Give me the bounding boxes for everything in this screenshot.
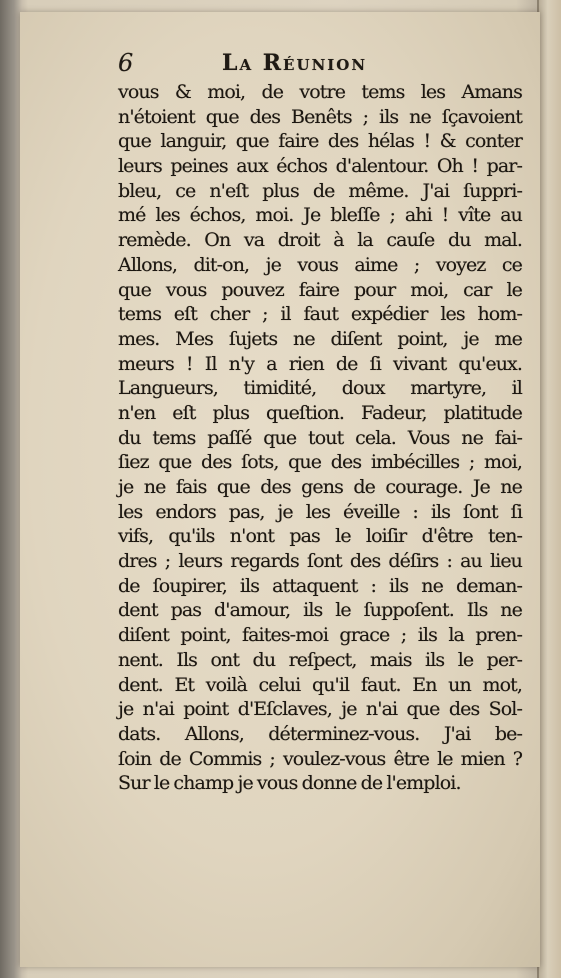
text-line: diſent point, faites-moi grace ; ils la pren-	[118, 624, 522, 647]
running-title: La Réunion	[222, 50, 368, 76]
adjacent-page-edge	[537, 0, 561, 978]
text-line: je n'ai point d'Eſclaves, je n'ai que des Sol-	[118, 698, 522, 721]
text-line: les endors pas, je les éveille : ils ſont ſi	[118, 500, 522, 523]
text-line: dats. Allons, déterminez-vous. J'ai be-	[118, 722, 522, 745]
text-line: que vous pouvez faire pour moi, car le	[118, 278, 522, 301]
text-line: ſiez que des ſots, que des imbécilles ; moi,	[118, 451, 522, 474]
text-line: Allons, dit-on, je vous aime ; voyez ce	[118, 253, 522, 276]
text-line: bleu, ce n'eſt plus de même. J'ai ſuppri-	[118, 179, 522, 202]
page-header	[118, 48, 518, 82]
text-line: de ſoupirer, ils attaquent : ils ne deman-	[118, 574, 522, 597]
text-line: Sur le champ je vous donne de l'emploi.	[118, 772, 461, 795]
text-line: je ne fais que des gens de courage. Je ne	[118, 476, 522, 498]
text-line: Langueurs, timidité, doux martyre, il	[118, 377, 522, 400]
body-text	[118, 80, 522, 796]
text-line: tems eſt cher ; il faut expédier les hom-	[118, 303, 522, 326]
text-line: ſoin de Commis ; voulez-vous être le mien ?	[118, 747, 522, 770]
text-line: du tems paſſé que tout cela. Vous ne fai-	[118, 426, 522, 449]
page-number: 6	[118, 49, 134, 77]
text-line: dent. Et voilà celui qu'il faut. En un mot,	[118, 673, 522, 696]
text-line: dent pas d'amour, ils le ſuppoſent. Ils ne	[118, 599, 522, 622]
text-line: vifs, qu'ils n'ont pas le loiſir d'être ten-	[118, 525, 522, 548]
text-line: dres ; leurs regards ſont des déſirs : au lieu	[118, 550, 522, 573]
text-line: vous & moi, de votre tems les Amans	[118, 81, 522, 103]
text-line: mes. Mes ſujets ne diſent point, je me	[118, 327, 522, 350]
text-line: leurs peines aux échos d'alentour. Oh ! par-	[118, 155, 522, 178]
text-line: que languir, que faire des hélas ! & conter	[118, 130, 522, 153]
text-line: n'en eſt plus queſtion. Fadeur, platitude	[118, 401, 522, 424]
text-line: meurs ! Il n'y a rien de ſi vivant qu'eux.	[118, 352, 522, 375]
text-line: n'étoient que des Benêts ; ils ne ſçavoient	[118, 105, 522, 128]
text-line: mé les échos, moi. Je bleſſe ; ahi ! vîte au	[118, 204, 522, 227]
text-line: nent. Ils ont du reſpect, mais ils le per-	[118, 648, 522, 671]
text-line: remède. On va droit à la cauſe du mal.	[118, 229, 522, 252]
